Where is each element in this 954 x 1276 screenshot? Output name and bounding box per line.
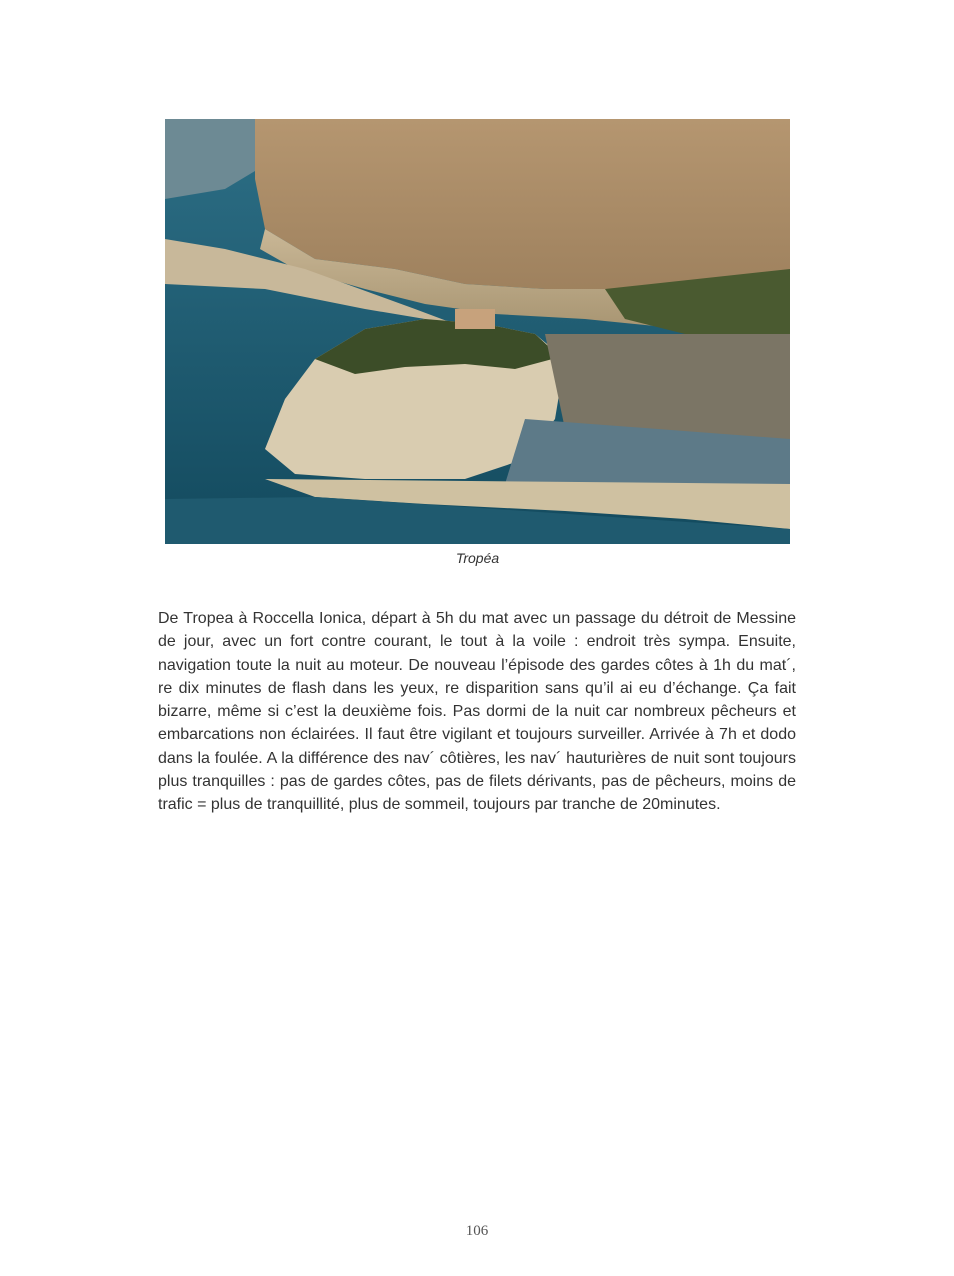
page-number: 106 (465, 1223, 489, 1239)
body-paragraph: De Tropea à Roccella Ionica, départ à 5h du mat avec un passage du détroit de Messine de jour, avec un fort contre courant, le tout à la voile : endroit très sympa. Ensuite, navigation toute la nuit au moteur. De nouveau l’épisode des gardes côtes à 1h du mat´, re dix minutes de flash dans les yeux, re disparition sans qu’il ai eu d’échange. Ça fait bizarre, même si c’est la deuxième fois. Pas dormi de la nuit car nombreux pêcheurs et embarcations non éclairées. Il faut être vigilant et toujours surveiller. Arrivée à 7h et dodo dans la foulée. A la différence des nav´ côtières, les nav´ hauturières de nuit sont toujours plus tranquilles : pas de gardes côtes, pas de filets dérivants, pas de pêcheurs, moins de trafic = plus de tranquillité, plus de sommeil, toujours par tranche de 20minutes. (158, 610, 796, 814)
tropea-aerial-photo (165, 119, 790, 544)
figure-caption: Tropéa (455, 550, 500, 566)
